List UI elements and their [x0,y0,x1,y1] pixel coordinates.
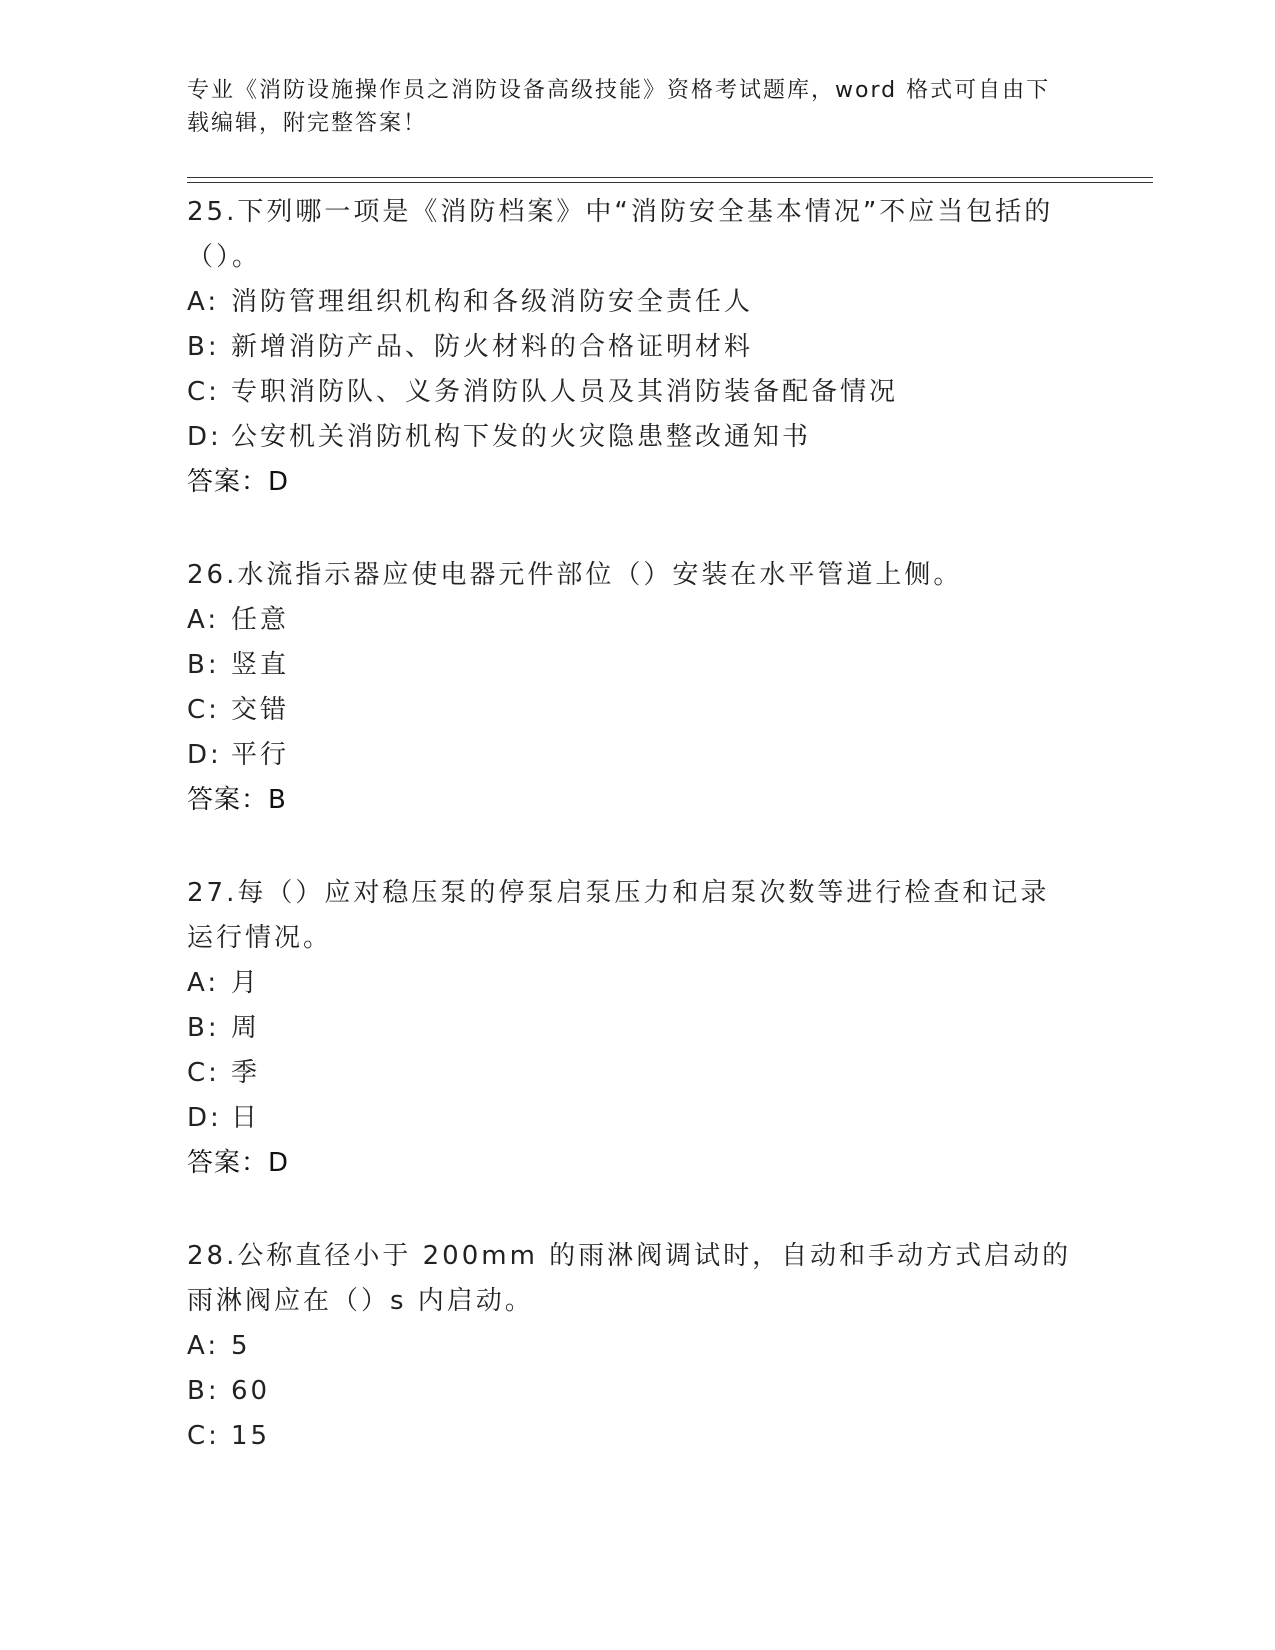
option-key: C: [187,377,220,407]
option-text: 周 [231,1013,261,1043]
option-text: 日 [231,1103,261,1133]
option-key: A: [187,1331,220,1361]
question-26 [187,553,1087,823]
option-key: D: [187,422,222,452]
option-d [187,1096,1087,1141]
option-b [187,1369,1087,1414]
answer-line: 答案：D [187,1148,290,1178]
question-stem: 26.水流指示器应使电器元件部位（）安装在水平管道上侧。 [187,560,963,590]
option-key: B: [187,1376,220,1406]
option-text: 竖直 [231,650,290,680]
option-a [187,961,1087,1006]
option-key: B: [187,650,220,680]
option-a [187,1324,1087,1369]
header-line-1: 专业《消防设施操作员之消防设备高级技能》资格考试题库，word 格式可自由下 [187,78,1051,103]
option-key: D: [187,1103,222,1133]
question-27 [187,871,1087,1186]
option-text: 5 [231,1331,251,1361]
question-25 [187,190,1087,505]
option-text: 60 [231,1376,271,1406]
option-key: C: [187,695,220,725]
option-d [187,415,1087,460]
option-text: 平行 [231,740,290,770]
option-text: 15 [231,1421,271,1451]
option-key: A: [187,287,220,317]
question-stem: 27.每（）应对稳压泵的停泵启泵压力和启泵次数等进行检查和记录运行情况。 [187,878,1050,953]
option-text: 任意 [231,605,290,635]
option-key: C: [187,1421,220,1451]
option-c [187,1414,1087,1459]
option-text: 季 [231,1058,261,1088]
option-key: B: [187,332,220,362]
option-text: 交错 [231,695,290,725]
option-text: 消防管理组织机构和各级消防安全责任人 [231,287,754,317]
option-b [187,643,1087,688]
option-c [187,1051,1087,1096]
option-d [187,733,1087,778]
option-a [187,280,1087,325]
question-stem: 28.公称直径小于 200mm 的雨淋阀调试时，自动和手动方式启动的雨淋阀应在（）s 内启动。 [187,1241,1072,1316]
option-b [187,1006,1087,1051]
option-key: A: [187,605,220,635]
option-key: C: [187,1058,220,1088]
option-c [187,688,1087,733]
answer-line: 答案：D [187,467,290,497]
header-divider-top [187,177,1153,178]
option-c [187,370,1087,415]
option-b [187,325,1087,370]
option-a [187,598,1087,643]
header-line-2: 载编辑，附完整答案！ [187,111,428,136]
question-28 [187,1234,1087,1459]
option-key: D: [187,740,222,770]
document-header [187,74,1067,140]
option-text: 公安机关消防机构下发的火灾隐患整改通知书 [231,422,812,452]
option-key: B: [187,1013,220,1043]
answer-line: 答案：B [187,785,287,815]
option-text: 月 [231,968,261,998]
option-text: 专职消防队、义务消防队人员及其消防装备配备情况 [231,377,899,407]
header-divider-bottom [187,182,1153,183]
option-key: A: [187,968,220,998]
question-list [187,190,1087,1507]
question-stem: 25.下列哪一项是《消防档案》中“消防安全基本情况”不应当包括的（）。 [187,197,1054,272]
option-text: 新增消防产品、防火材料的合格证明材料 [231,332,754,362]
